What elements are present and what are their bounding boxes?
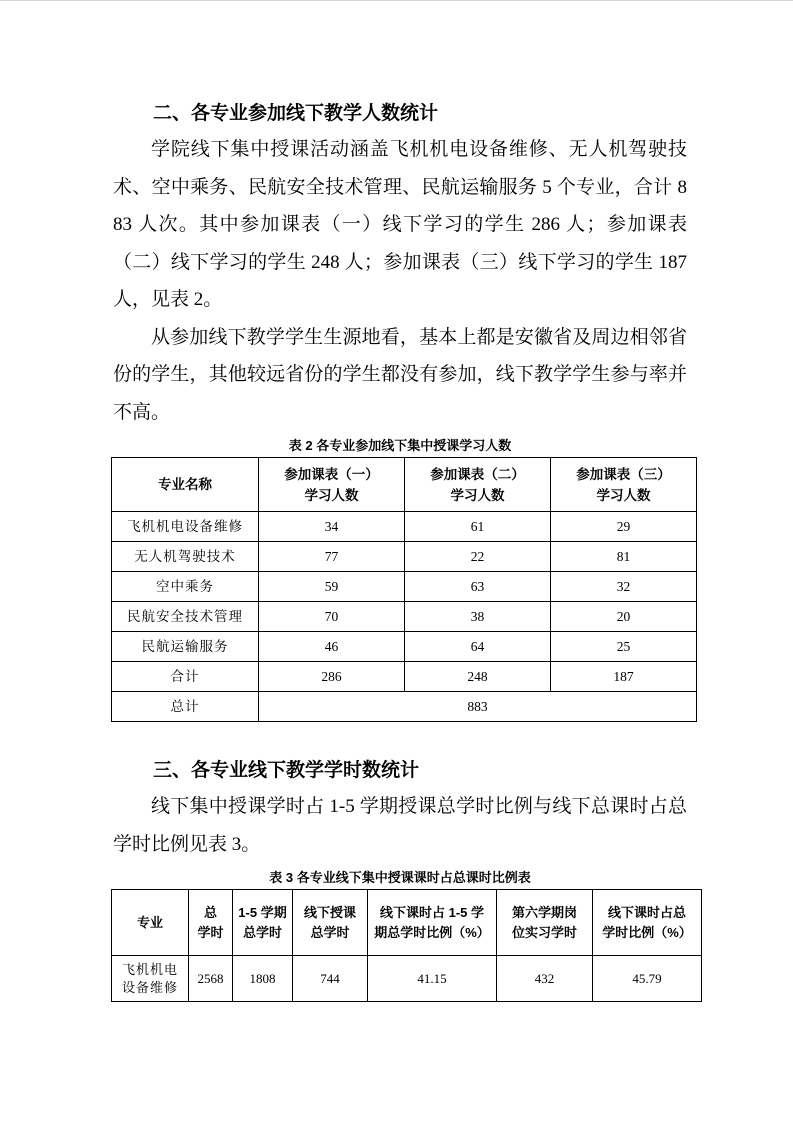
table2-cell-value: 25 [551,632,697,662]
table2-cell-value: 81 [551,542,697,572]
table3-header-total-hours [189,890,233,956]
table2-cell-value: 29 [551,512,697,542]
table2-cell-major: 空中乘务 [112,572,259,602]
table2-header-schedule1-line1: 参加课表（一） [284,466,379,482]
section3-paragraph-1: 线下集中授课学时占 1-5 学期授课总学时比例与线下总课时占总学时比例见表 3。 [113,796,687,855]
table3-cell-value: 41.15 [368,956,497,1002]
table2-row [112,632,697,662]
table2-cell-value: 38 [405,602,551,632]
table2-cell-value: 70 [259,602,405,632]
table2-cell-value: 59 [259,572,405,602]
table2-header-schedule1-line2: 学习人数 [304,487,359,503]
table2-header-row [112,458,697,512]
table2-cell-value: 63 [405,572,551,602]
table3-header-offline-hours-line2: 总学时 [310,924,350,940]
table3-header-offline-ratio-total-line2: 学时比例（%） [602,924,692,940]
table3-cell-value: 45.79 [593,956,702,1002]
table2-cell-value: 61 [405,512,551,542]
table2-header-major: 专业名称 [112,458,259,512]
table2-cell-major: 飞机机电设备维修 [112,512,259,542]
table3-header-total-hours-line1: 总 [203,904,217,920]
table3-header-internship-hours [497,890,593,956]
table3 [111,889,702,1002]
table3-header-sem15-hours-line2: 总学时 [242,924,282,940]
table3-header-internship-hours-line1: 第六学期岗 [511,904,577,920]
table2-row [112,602,697,632]
table2-row [112,572,697,602]
table3-header-sem15-hours-line1: 1-5 学期 [238,904,287,920]
table2-cell-value: 22 [405,542,551,572]
table3-cell-value: 1808 [233,956,293,1002]
table3-caption: 表 3 各专业线下集中授课课时占总课时比例表 [269,870,531,885]
table2-cell-value: 20 [551,602,697,632]
section2-paragraph-2: 从参加线下教学学生生源地看，基本上都是安徽省及周边相邻省份的学生，其他较远省份的学生都没有参加，线下教学学生参与率并不高。 [113,326,687,423]
table2-header-schedule2-line1: 参加课表（二） [430,466,525,482]
table2-cell-value: 248 [405,662,551,692]
table3-header-offline-hours [293,890,368,956]
table2-cell-value: 32 [551,572,697,602]
table2-header-schedule3-line1: 参加课表（三） [576,466,671,482]
table2-caption: 表 2 各专业参加线下集中授课学习人数 [288,438,512,453]
table2-total-value: 883 [259,692,697,722]
table3-cell-major [112,956,189,1002]
table3-header-major-line1: 专业 [136,914,163,930]
table2-cell-value: 34 [259,512,405,542]
table2-row [112,512,697,542]
table2-cell-value: 286 [259,662,405,692]
table3-header-major [112,890,189,956]
table3-header-offline-ratio-total [593,890,702,956]
table3-header-offline-ratio-sem15-line1: 线下课时占 1-5 学 [379,904,484,920]
table2 [111,457,697,722]
table2-total-row [112,692,697,722]
table3-header-internship-hours-line2: 位实习学时 [511,924,577,940]
table3-cell-value: 432 [497,956,593,1002]
section2-heading: 二、各专业参加线下教学人数统计 [153,103,439,124]
table2-row [112,542,697,572]
table2-total-label: 总计 [112,692,259,722]
table2-cell-value: 187 [551,662,697,692]
table3-cell-major-line2: 设备维修 [121,979,178,995]
table3-header-sem15-hours [233,890,293,956]
table2-cell-major: 民航安全技术管理 [112,602,259,632]
table3-header-offline-ratio-total-line1: 线下课时占总 [607,904,686,920]
table3-cell-value: 2568 [189,956,233,1002]
table2-cell-value: 64 [405,632,551,662]
table3-header-offline-hours-line1: 线下授课 [303,904,356,920]
table2-header-schedule1 [259,458,405,512]
table3-header-row [112,890,702,956]
table3-cell-major-line1: 飞机机电 [121,961,178,977]
table2-header-schedule3 [551,458,697,512]
table3-header-offline-ratio-sem15 [368,890,497,956]
table2-header-schedule2 [405,458,551,512]
table2-header-schedule2-line2: 学习人数 [450,487,505,503]
table2-cell-value: 77 [259,542,405,572]
table2-header-schedule3-line2: 学习人数 [596,487,651,503]
table3-cell-value: 744 [293,956,368,1002]
section3-heading: 三、各专业线下教学学时数统计 [153,760,420,781]
table2-cell-value: 46 [259,632,405,662]
section2-paragraph-1: 学院线下集中授课活动涵盖飞机机电设备维修、无人机驾驶技术、空中乘务、民航安全技术管理、民航运输服务 5 个专业，合计 883 人次。其中参加课表（一）线下学习的学生 286 人；参加课表（二）线下学习的学生 248 人；参加课表（三）线下学习的学生 187 人，见表 2。 [113,139,687,310]
table2-cell-major: 合计 [112,662,259,692]
table3-header-total-hours-line2: 学时 [197,924,224,940]
table2-subtotal-row [112,662,697,692]
table3-row [112,956,702,1002]
table3-header-offline-ratio-sem15-line2: 期总学时比例（%） [374,924,490,940]
table2-cell-major: 无人机驾驶技术 [112,542,259,572]
table2-cell-major: 民航运输服务 [112,632,259,662]
